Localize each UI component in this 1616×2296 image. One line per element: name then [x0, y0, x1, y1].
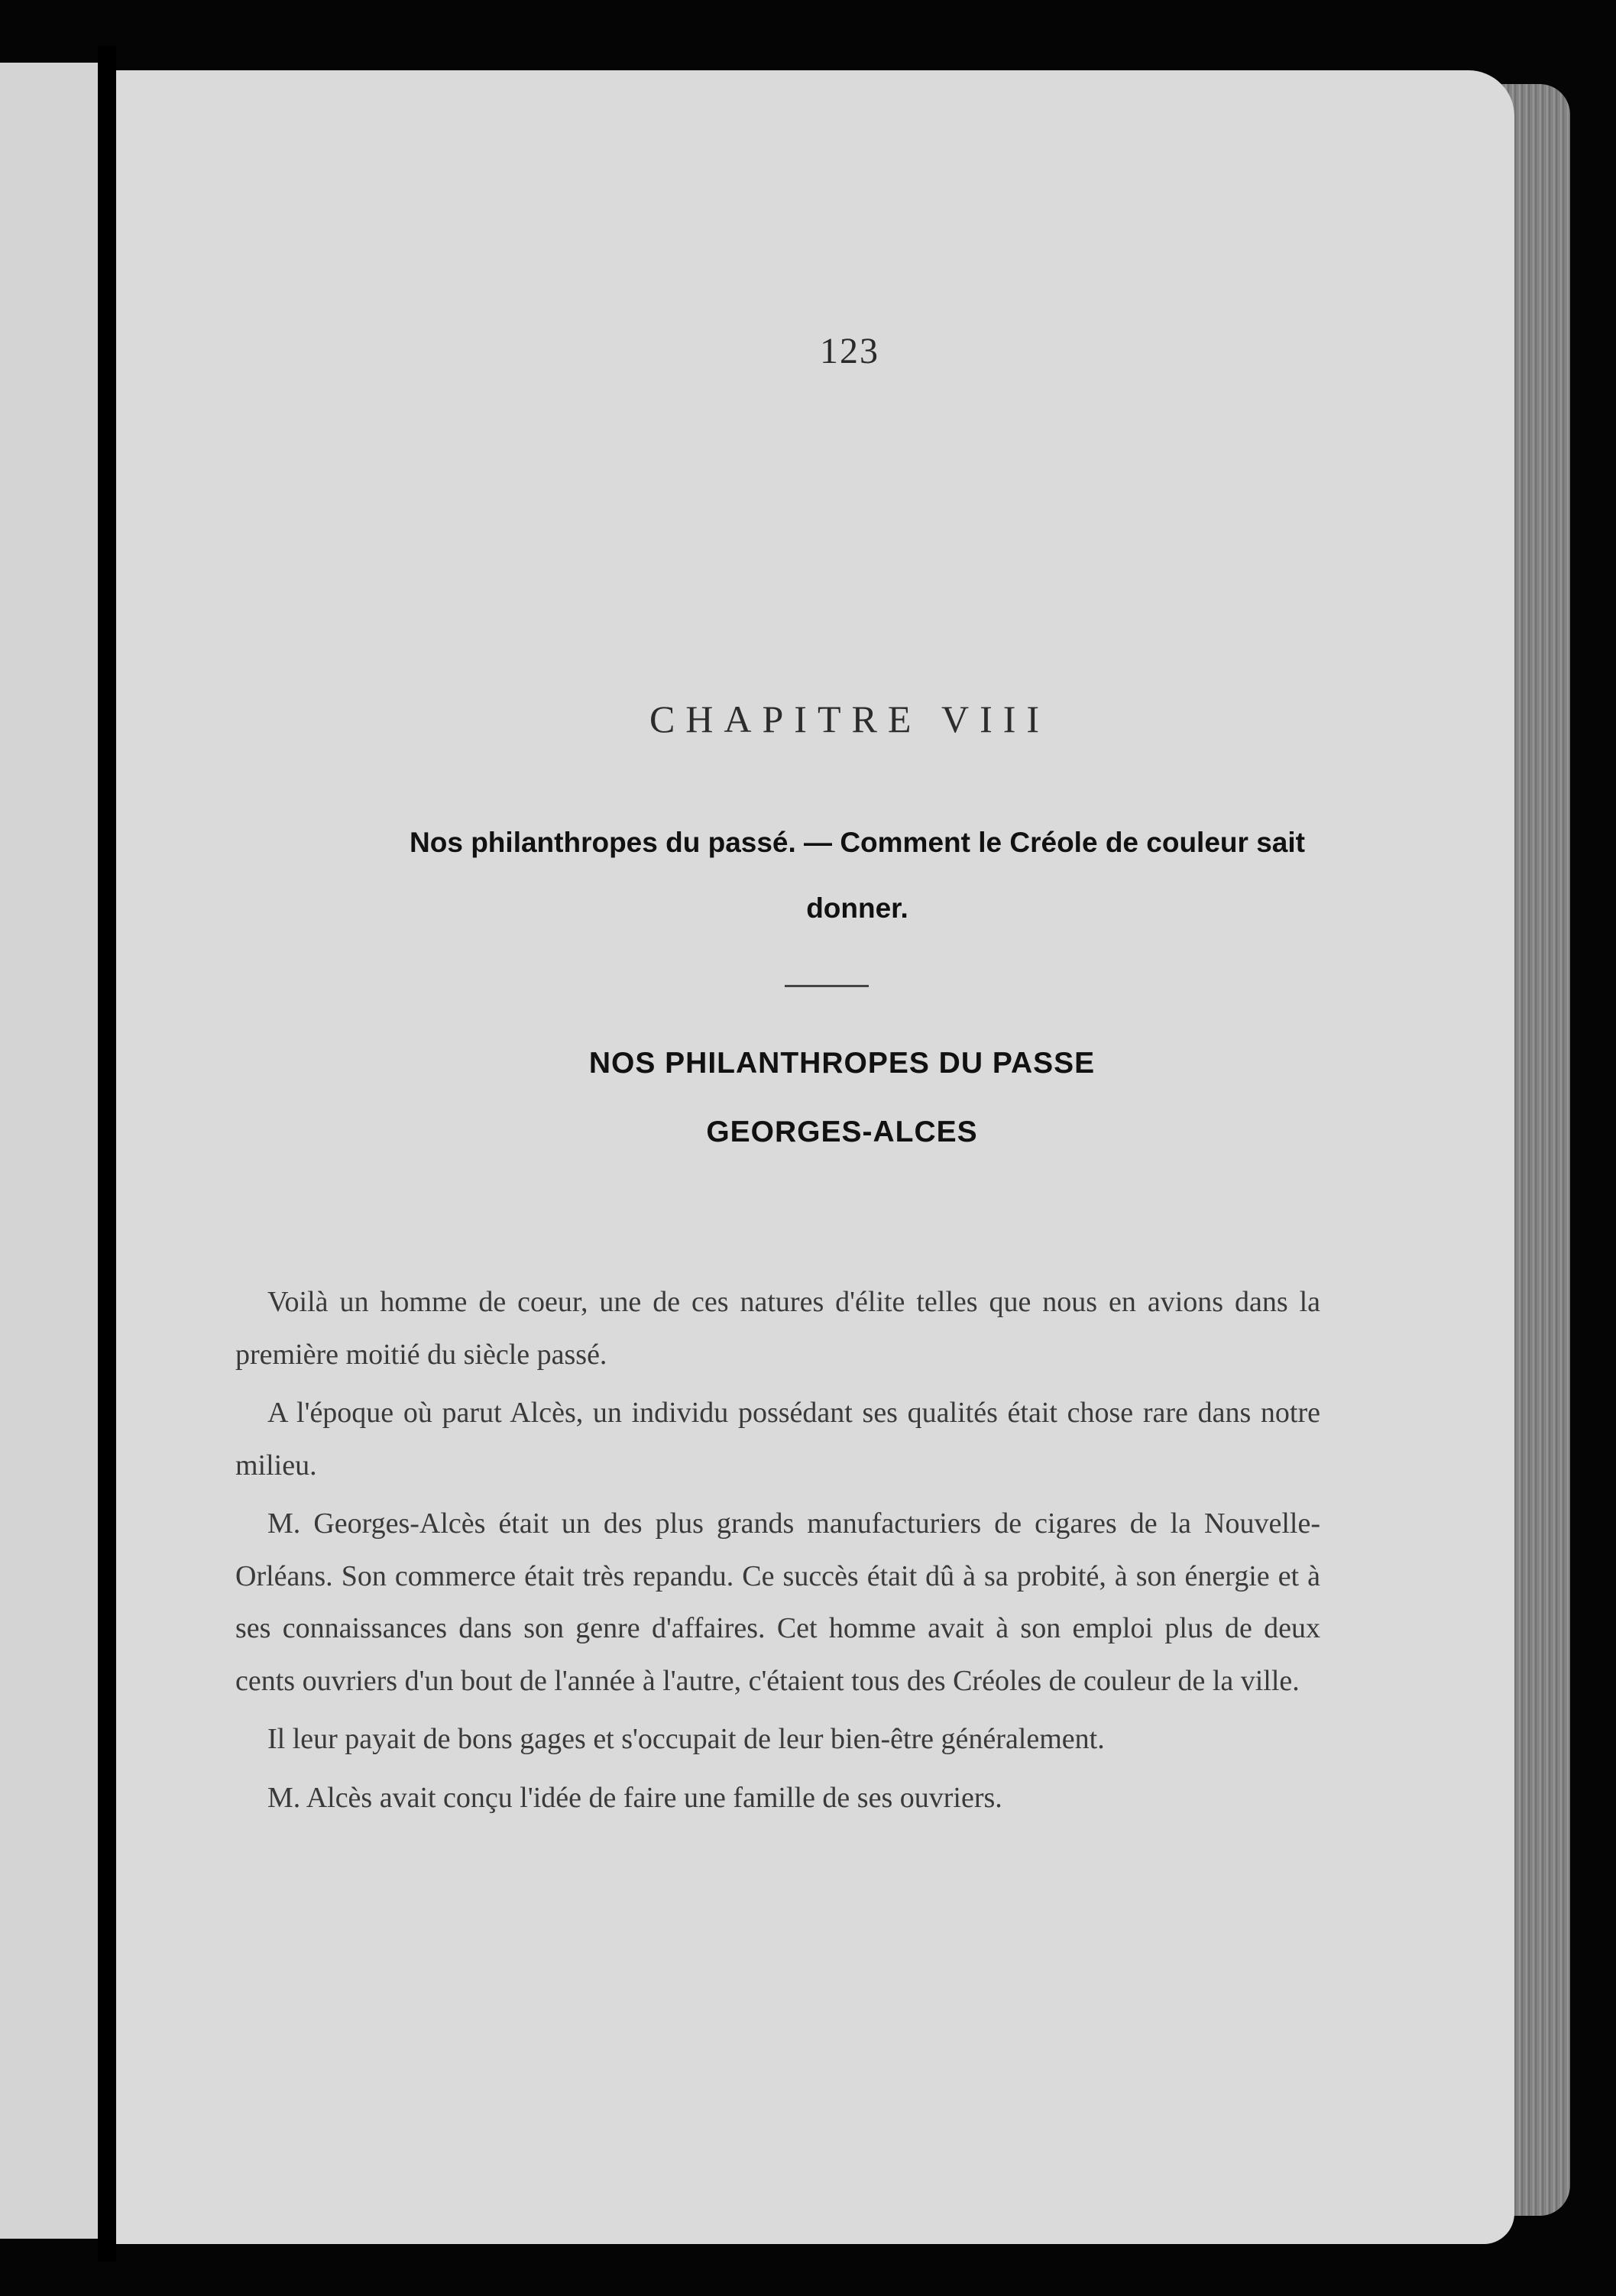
book-page — [116, 70, 1514, 2244]
section-subheading: GEORGES-ALCES — [706, 1116, 978, 1148]
section-divider — [785, 985, 869, 987]
chapter-subtitle: Nos philanthropes du passé. — Comment le Créole de couleur sait donner. — [410, 827, 1305, 924]
paragraph: Il leur payait de bons gages et s'occupait de leur bien-être généralement. — [267, 1723, 1105, 1755]
paragraph: M. Georges-Alcès était un des plus grands manufacturiers de cigares de la Nouvelle-Orléans. Son commerce était très repandu. Ce succès était dû à sa probité, à son énergie et à ses connaissances dans son genre d'affaires. Cet homme avait à son emploi plus de deux cents ouvriers d'un bout de l'année à l'autre, c'étaient tous des Créoles de couleur de la ville. — [235, 1507, 1320, 1697]
paragraph: Voilà un homme de coeur, une de ces natures d'élite telles que nous en avions dans la première moitié du siècle passé. — [235, 1286, 1320, 1371]
facing-page-edge — [0, 63, 98, 2239]
chapter-title: CHAPITRE VIII — [649, 698, 1051, 740]
body-text — [235, 1276, 1320, 1830]
book-gutter — [98, 46, 116, 2262]
paragraph: M. Alcès avait conçu l'idée de faire une famille de ses ouvriers. — [267, 1781, 1002, 1814]
page-number: 123 — [820, 331, 879, 371]
paragraph: A l'époque où parut Alcès, un individu possédant ses qualités était chose rare dans notre milieu. — [235, 1397, 1320, 1482]
section-heading: NOS PHILANTHROPES DU PASSE — [588, 1047, 1096, 1080]
